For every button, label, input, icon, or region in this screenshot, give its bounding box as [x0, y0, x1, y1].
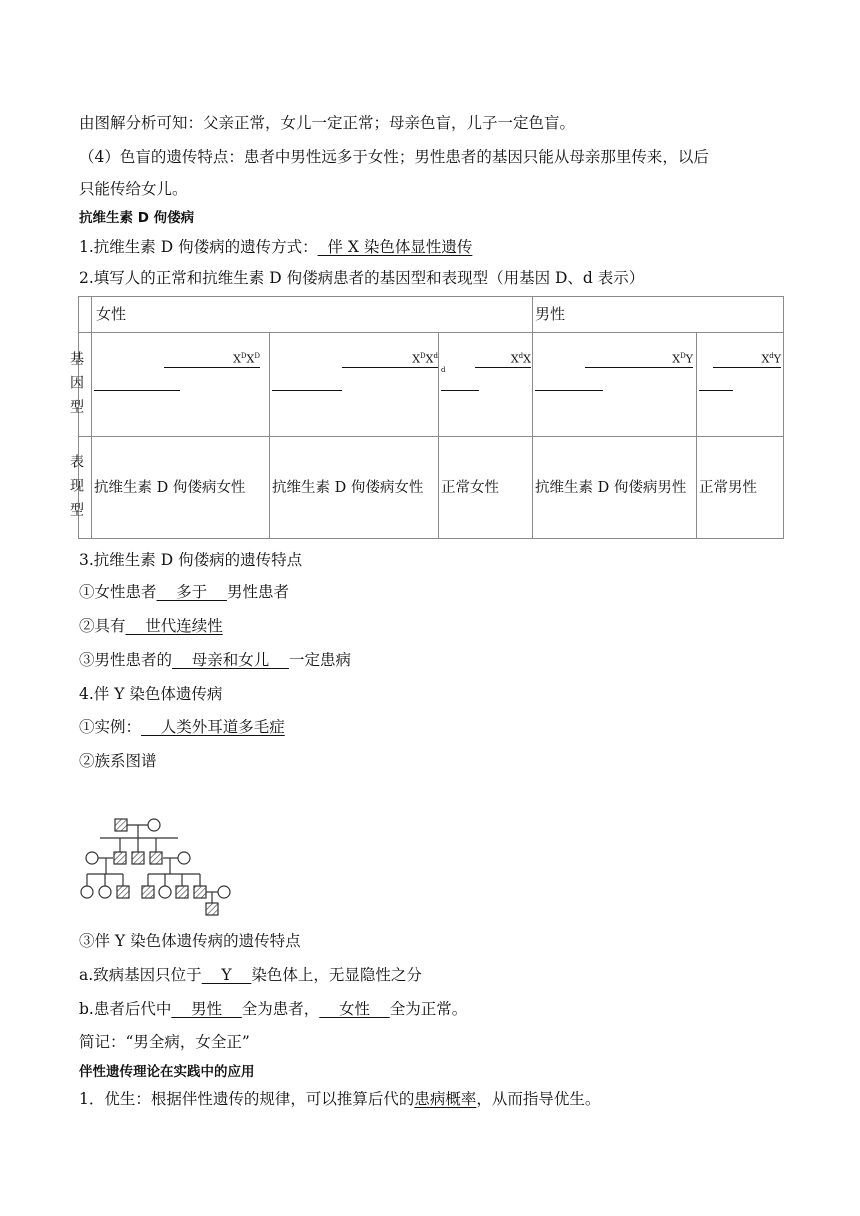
genotype-1: $X^DX^D$	[233, 352, 260, 366]
section-heading-vitamin-d: 抗维生素 D 佝偻病	[79, 210, 195, 226]
pedigree-female	[148, 819, 160, 831]
intro-line-1: 由图解分析可知：父亲正常，女儿一定正常；母亲色盲，儿子一定色盲。	[79, 114, 576, 132]
genotype-row-label: 基因型	[79, 333, 92, 437]
intro-line-2: （4）色盲的遗传特点：患者中男性远多于女性；男性患者的基因只能从母亲那里传来，以后	[79, 148, 709, 166]
inheritance-mode-question: 1.抗维生素 D 佝偻病的遗传方式：	[79, 238, 318, 256]
memo-line: 简记：“男全病，女全正”	[79, 1033, 250, 1051]
pedigree-affected-male	[176, 886, 188, 898]
genotype-3: $X^dX$	[510, 352, 531, 366]
phenotype-1: 抗维生素 D 佝偻病女性	[92, 437, 270, 539]
inheritance-mode-line	[79, 236, 472, 258]
phenotype-5: 正常男性	[697, 437, 784, 539]
pedigree-female	[86, 852, 98, 864]
section-heading-application: 伴性遗传理论在实践中的应用	[79, 1064, 255, 1080]
feature-b-middle: 全为患者，	[241, 1000, 320, 1018]
pedigree-affected-male	[194, 886, 206, 898]
intro-line-3: 只能传给女儿。	[79, 180, 188, 198]
genotype-cell-5	[697, 333, 784, 437]
y-features-heading: ③伴 Y 染色体遗传病的遗传特点	[79, 932, 301, 950]
application-underlined: 患病概率	[414, 1090, 477, 1108]
genotype-phenotype-table	[68, 296, 784, 539]
male-header: 男性	[533, 297, 784, 333]
characteristic-3	[79, 649, 351, 671]
pedigree-female	[218, 886, 230, 898]
table-instruction: 2.填写人的正常和抗维生素 D 佝偻病患者的基因型和表现型（用基因 D、d 表示）	[79, 269, 645, 287]
characteristic-3-answer: 母亲和女儿	[172, 651, 289, 669]
application-line-1	[79, 1088, 600, 1110]
phenotype-2: 抗维生素 D 佝偻病女性	[270, 437, 439, 539]
feature-b-suffix: 全为正常。	[389, 1000, 468, 1018]
pedigree-affected-male	[114, 852, 126, 864]
feature-a-prefix: a.致病基因只位于	[79, 966, 202, 984]
characteristic-2-answer: 世代连续性	[125, 617, 223, 635]
application-suffix: ，从而指导优生。	[476, 1090, 601, 1108]
genotype-5: $X^dY$	[761, 352, 782, 366]
pedigree-affected-male	[132, 852, 144, 864]
feature-b-answer-2: 女性	[319, 1000, 390, 1018]
characteristic-1-prefix: ①女性患者	[79, 583, 157, 601]
feature-a-suffix: 染色体上，无显隐性之分	[251, 966, 422, 984]
feature-b	[79, 998, 467, 1020]
feature-b-answer-1: 男性	[171, 1000, 242, 1018]
pedigree-affected-male	[117, 886, 129, 898]
phenotype-row-label: 表现型	[79, 437, 92, 539]
characteristic-1-answer: 多于	[156, 583, 227, 601]
genotype-4: $X^DY$	[672, 352, 694, 366]
pedigree-affected-male	[142, 886, 154, 898]
phenotype-4: 抗维生素 D 佝偻病男性	[533, 437, 697, 539]
characteristic-2	[79, 615, 223, 637]
pedigree-affected-male	[115, 819, 127, 831]
pedigree-female	[99, 886, 111, 898]
characteristic-3-suffix: 一定患病	[288, 651, 351, 669]
pedigree-chart	[70, 808, 240, 918]
phenotype-3: 正常女性	[439, 437, 533, 539]
application-prefix: 1．优生：根据伴性遗传的规律，可以推算后代的	[79, 1090, 415, 1108]
example-line	[79, 716, 285, 738]
pedigree-female	[159, 886, 171, 898]
feature-a-answer: Y	[201, 966, 252, 984]
example-prefix: ①实例：	[79, 718, 142, 736]
genotype-cell-1	[92, 333, 270, 437]
feature-a	[79, 964, 422, 986]
characteristic-3-prefix: ③男性患者的	[79, 651, 173, 669]
inheritance-mode-answer: 伴 X 染色体显性遗传	[317, 238, 473, 256]
pedigree-label: ②族系图谱	[79, 752, 157, 770]
genotype-cell-4	[533, 333, 697, 437]
characteristics-heading: 3.抗维生素 D 佝偻病的遗传特点	[79, 551, 303, 569]
genotype-2: $X^DX^d$	[412, 352, 438, 366]
characteristic-1-suffix: 男性患者	[226, 583, 289, 601]
example-answer: 人类外耳道多毛症	[141, 718, 285, 736]
pedigree-female	[81, 886, 93, 898]
pedigree-affected-male	[150, 852, 162, 864]
feature-b-prefix: b.患者后代中	[79, 1000, 172, 1018]
genotype-cell-2	[270, 333, 439, 437]
female-header: 女性	[92, 297, 533, 333]
characteristic-2-prefix: ②具有	[79, 617, 126, 635]
pedigree-affected-male	[206, 903, 218, 915]
genotype-cell-3: $X^dX$ d	[439, 333, 533, 437]
y-linked-heading: 4.伴 Y 染色体遗传病	[79, 685, 223, 703]
pedigree-female	[178, 852, 190, 864]
characteristic-1	[79, 581, 289, 603]
table-corner	[79, 297, 92, 333]
